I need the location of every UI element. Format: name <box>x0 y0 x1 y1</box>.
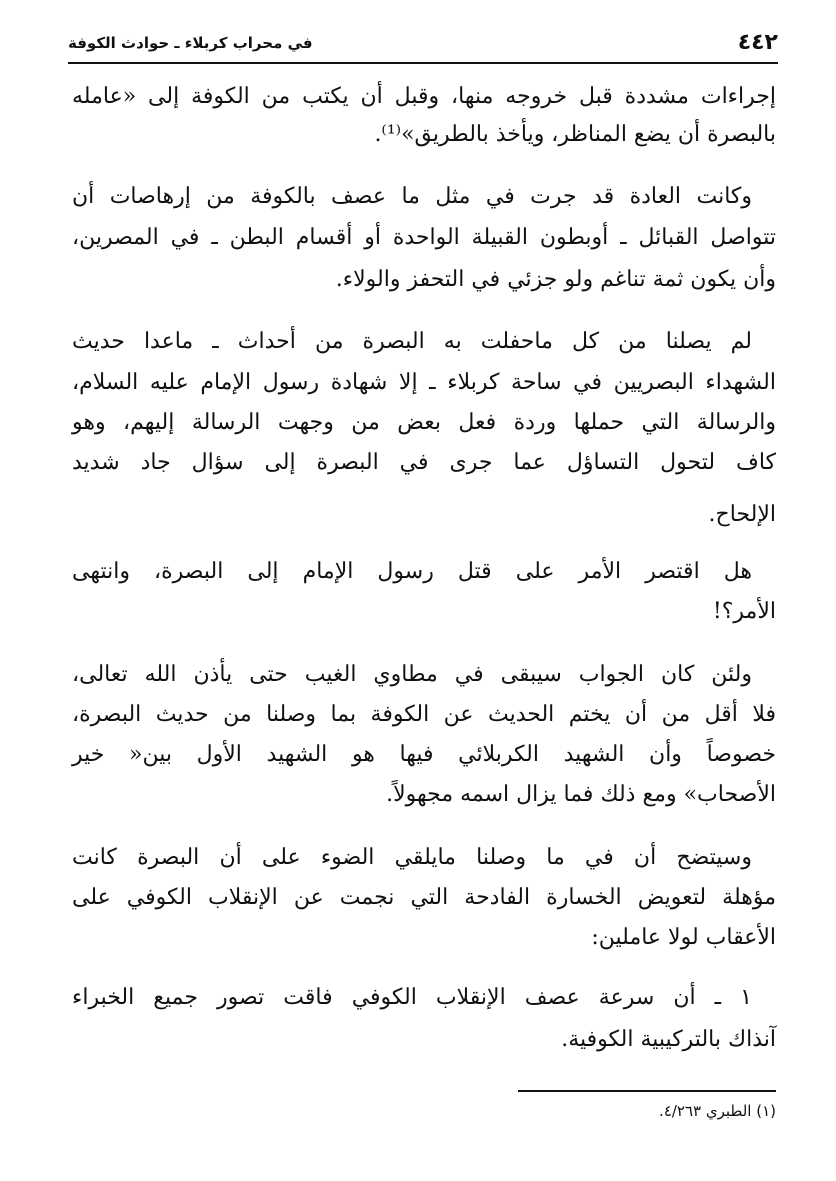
page-number: ٤٤٢ <box>737 30 778 55</box>
text-line: تتواصل القبائل ـ أوبطون القبيلة الواحدة أو أقسام البطن ـ في المصرين، <box>72 225 776 250</box>
running-title: في محراب كربلاء ـ حوادث الكوفة <box>68 34 313 52</box>
text-line: خصوصاً وأن الشهيد الكربلائي فيها هو الشهيد الأول بين« خير <box>72 742 776 767</box>
text-line: فلا أقل من أن يختم الحديث عن الكوفة بما وصلنا من حديث البصرة، <box>72 702 776 727</box>
text-line: الأمر؟! <box>712 599 776 624</box>
header-rule <box>68 62 778 64</box>
text-line: لم يصلنا من كل ماحفلت به البصرة من أحداث ـ ماعدا حديث <box>72 329 752 354</box>
text-line: ١ ـ أن سرعة عصف الإنقلاب الكوفي فاقت تصور جميع الخبراء <box>72 985 752 1010</box>
text-line: والرسالة التي حملها وردة فعل بعض من وجهت الرسالة إليهم، وهو <box>72 410 776 435</box>
text-line: الأعقاب لولا عاملين: <box>591 925 776 950</box>
text-line: وأن يكون ثمة تناغم ولو جزئي في التحفز والولاء. <box>335 267 776 292</box>
text-line: آنذاك بالتركيبية الكوفية. <box>561 1027 776 1052</box>
text-line: وسيتضح أن في ما وصلنا مايلقي الضوء على أن البصرة كانت <box>72 845 752 870</box>
text-line: إجراءات مشددة قبل خروجه منها، وقبل أن يكتب من الكوفة إلى «عامله <box>72 84 776 109</box>
footnote-rule <box>518 1090 776 1092</box>
text-line: وكانت العادة قد جرت في مثل ما عصف بالكوفة من إرهاصات أن <box>72 184 752 209</box>
text-line: كاف لتحول التساؤل عما جرى في البصرة إلى سؤال جاد شديد <box>72 450 776 475</box>
text-line: الإلحاح. <box>708 502 776 527</box>
text-line: هل اقتصر الأمر على قتل رسول الإمام إلى البصرة، وانتهى <box>72 559 752 584</box>
page-header <box>68 30 778 58</box>
text-line: ولئن كان الجواب سيبقى في مطاوي الغيب حتى يأذن الله تعالى، <box>72 662 752 687</box>
text-line: مؤهلة لتعويض الخسارة الفادحة التي نجمت عن الإنقلاب الكوفي على <box>72 885 776 910</box>
text-line: بالبصرة أن يضع المناظر، ويأخذ بالطريق»⁽¹⁾. <box>374 122 776 147</box>
text-line: الشهداء البصريين في ساحة كربلاء ـ إلا شهادة رسول الإمام عليه السلام، <box>72 370 776 395</box>
text-line: الأصحاب» ومع ذلك فما يزال اسمه مجهولاً. <box>386 782 776 807</box>
footnote: (١) الطبري ٤/٢٦٣. <box>659 1102 776 1120</box>
